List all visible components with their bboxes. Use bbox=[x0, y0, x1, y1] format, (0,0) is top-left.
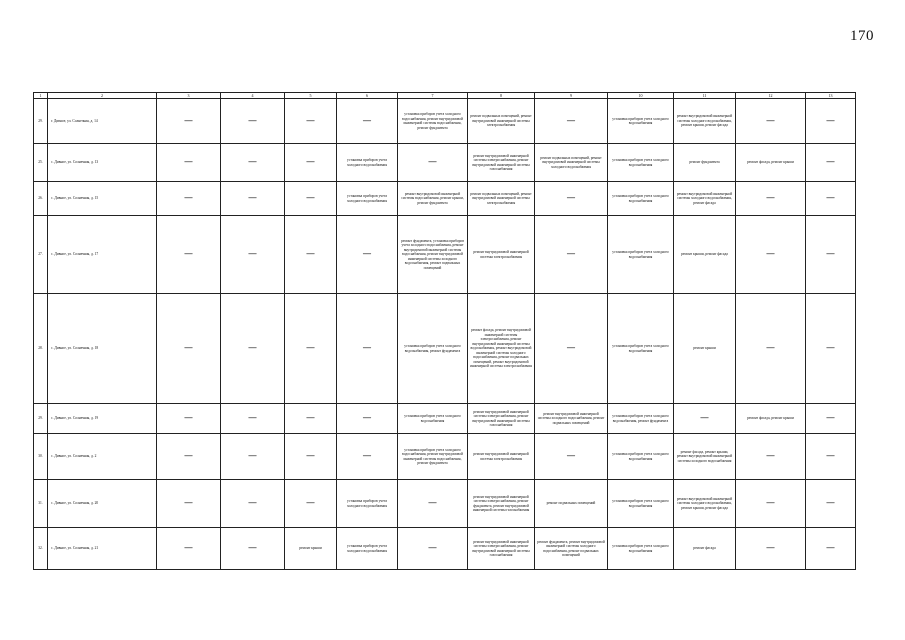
row-number: 25. bbox=[34, 144, 48, 182]
empty-cell: — bbox=[157, 99, 221, 144]
empty-cell: — bbox=[398, 528, 468, 570]
empty-cell: — bbox=[157, 480, 221, 528]
empty-cell: — bbox=[736, 434, 806, 480]
row-number: 29. bbox=[34, 404, 48, 434]
empty-cell: — bbox=[221, 294, 285, 404]
header-cell: 11 bbox=[674, 93, 736, 99]
work-cell: ремонт внутридомовой инженерной системы электроснабжения, ремонт внутридомовой инженерной системы газоснабжения bbox=[468, 404, 535, 434]
work-cell: ремонт фасада, ремонт крыши bbox=[736, 404, 806, 434]
empty-cell: — bbox=[337, 434, 398, 480]
work-cell: ремонт внутридомовой инженерной системы электроснабжения, ремонт фундамента, ремонт внутридомовой инженерной системы газоснабжения bbox=[468, 480, 535, 528]
work-cell: установка приборов учета холодного водоснабжения bbox=[337, 528, 398, 570]
address-cell: с. Дивное, ул. Солнечная, д. 13 bbox=[48, 144, 157, 182]
address-cell: с. Дивное, ул. Солнечная, д. 15 bbox=[48, 182, 157, 216]
work-cell: ремонт внутридомовой инженерной системы электроснабжения, ремонт внутридомовой инженерной системы газоснабжения bbox=[468, 144, 535, 182]
empty-cell: — bbox=[285, 480, 337, 528]
empty-cell: — bbox=[337, 294, 398, 404]
work-cell: ремонт фундамента, установка приборов учета холодного водоснабжения, ремонт внутридомовой инженерной системы водоснабжения, ремонт внутридомовой инженерной системы холодного водоснабжения, ремонт подвальных помещений bbox=[398, 216, 468, 294]
empty-cell: — bbox=[806, 99, 856, 144]
page-number: 170 bbox=[850, 28, 874, 44]
empty-cell: — bbox=[806, 434, 856, 480]
empty-cell: — bbox=[736, 99, 806, 144]
row-number: 31. bbox=[34, 480, 48, 528]
header-cell: 9 bbox=[535, 93, 608, 99]
empty-cell: — bbox=[806, 144, 856, 182]
work-cell: ремонт подвальных помещений, ремонт внутридомовой инженерной системы холодного водоснабжения bbox=[535, 144, 608, 182]
work-cell: установка приборов учета холодного водоснабжения bbox=[337, 480, 398, 528]
row-number: 30. bbox=[34, 434, 48, 480]
header-cell: 13 bbox=[806, 93, 856, 99]
work-cell: ремонт фундамента, ремонт внутридомовой инженерной системы холодного водоснабжения, ремонт подвальных помещений bbox=[535, 528, 608, 570]
row-number: 28. bbox=[34, 294, 48, 404]
empty-cell: — bbox=[806, 480, 856, 528]
table-row bbox=[34, 216, 856, 294]
empty-cell: — bbox=[221, 144, 285, 182]
header-cell: 10 bbox=[608, 93, 674, 99]
empty-cell: — bbox=[535, 434, 608, 480]
address-cell: с. Дивное, ул. Солнечная, д. 19 bbox=[48, 404, 157, 434]
work-cell: ремонт внутридомовой инженерной системы электроснабжения, ремонт внутридомовой инженерной системы газоснабжения bbox=[468, 528, 535, 570]
empty-cell: — bbox=[157, 294, 221, 404]
empty-cell: — bbox=[535, 294, 608, 404]
work-cell: ремонт фасада bbox=[674, 528, 736, 570]
table-row bbox=[34, 404, 856, 434]
address-cell: с. Дивное, ул. Солнечная, д. 18 bbox=[48, 294, 157, 404]
work-cell: установка приборов учета холодного водоснабжения bbox=[608, 216, 674, 294]
empty-cell: — bbox=[535, 216, 608, 294]
work-cell: установка приборов учета холодного водоснабжения, ремонт внутридомовой инженерной системы водоснабжения, ремонт фундамента bbox=[398, 99, 468, 144]
empty-cell: — bbox=[337, 404, 398, 434]
row-number: 29. bbox=[34, 99, 48, 144]
empty-cell: — bbox=[285, 144, 337, 182]
work-cell: ремонт внутридомовой инженерной системы холодного водоснабжения, ремонт фасада bbox=[674, 182, 736, 216]
work-cell: установка приборов учета холодного водоснабжения, ремонт внутридомовой инженерной системы водоснабжения, ремонт фундамента bbox=[398, 434, 468, 480]
table-row bbox=[34, 182, 856, 216]
empty-cell: — bbox=[221, 99, 285, 144]
empty-cell: — bbox=[806, 182, 856, 216]
work-cell: установка приборов учета холодного водоснабжения bbox=[608, 144, 674, 182]
table-row bbox=[34, 144, 856, 182]
empty-cell: — bbox=[285, 434, 337, 480]
table-body bbox=[34, 99, 856, 570]
work-cell: установка приборов учета холодного водоснабжения bbox=[337, 144, 398, 182]
work-cell: ремонт крыши bbox=[674, 294, 736, 404]
work-cell: установка приборов учета холодного водоснабжения bbox=[608, 99, 674, 144]
empty-cell: — bbox=[736, 182, 806, 216]
empty-cell: — bbox=[736, 294, 806, 404]
work-cell: ремонт фундамента bbox=[674, 144, 736, 182]
work-cell: установка приборов учета холодного водоснабжения bbox=[608, 434, 674, 480]
work-cell: установка приборов учета холодного водоснабжения, ремонт фундамента bbox=[608, 404, 674, 434]
work-cell: ремонт внутридомовой инженерной системы электроснабжения bbox=[468, 434, 535, 480]
empty-cell: — bbox=[157, 434, 221, 480]
address-cell: с. Дивное, ул. Солнечная, д. 20 bbox=[48, 480, 157, 528]
work-cell: установка приборов учета холодного водоснабжения bbox=[608, 480, 674, 528]
work-cell: ремонт подвальных помещений, ремонт внутридомовой инженерной системы электроснабжения bbox=[468, 182, 535, 216]
empty-cell: — bbox=[221, 434, 285, 480]
empty-cell: — bbox=[736, 528, 806, 570]
empty-cell: — bbox=[221, 528, 285, 570]
work-cell: ремонт внутридомовой инженерной системы холодного водоснабжения, ремонт крыши, ремонт фасада bbox=[674, 480, 736, 528]
empty-cell: — bbox=[157, 144, 221, 182]
empty-cell: — bbox=[398, 480, 468, 528]
table-row bbox=[34, 480, 856, 528]
empty-cell: — bbox=[157, 216, 221, 294]
empty-cell: — bbox=[806, 404, 856, 434]
work-cell: ремонт внутридомовой инженерной системы водоснабжения, ремонт крыши, ремонт фундамента bbox=[398, 182, 468, 216]
empty-cell: — bbox=[806, 528, 856, 570]
address-cell: г. Дивное, ул. Солнечная, д. 14 bbox=[48, 99, 157, 144]
header-cell: 6 bbox=[337, 93, 398, 99]
header-cell: 1 bbox=[34, 93, 48, 99]
header-cell: 4 bbox=[221, 93, 285, 99]
work-cell: ремонт фасада, ремонт крыши bbox=[736, 144, 806, 182]
empty-cell: — bbox=[285, 216, 337, 294]
work-cell: установка приборов учета холодного водоснабжения bbox=[337, 182, 398, 216]
row-number: 32. bbox=[34, 528, 48, 570]
empty-cell: — bbox=[398, 144, 468, 182]
empty-cell: — bbox=[157, 404, 221, 434]
empty-cell: — bbox=[157, 182, 221, 216]
empty-cell: — bbox=[736, 216, 806, 294]
header-cell: 2 bbox=[48, 93, 157, 99]
table-row bbox=[34, 99, 856, 144]
empty-cell: — bbox=[806, 294, 856, 404]
work-cell: ремонт внутридомовой инженерной системы электроснабжения bbox=[468, 216, 535, 294]
work-cell: установка приборов учета холодного водоснабжения, ремонт фундамента bbox=[398, 294, 468, 404]
empty-cell: — bbox=[736, 480, 806, 528]
table-row bbox=[34, 434, 856, 480]
address-cell: с. Дивное, ул. Солнечная, д. 17 bbox=[48, 216, 157, 294]
header-cell: 7 bbox=[398, 93, 468, 99]
empty-cell: — bbox=[157, 528, 221, 570]
row-number: 27. bbox=[34, 216, 48, 294]
work-cell: ремонт внутридомовой инженерной системы холодного водоснабжения, ремонт крыши, ремонт фасада bbox=[674, 99, 736, 144]
empty-cell: — bbox=[221, 216, 285, 294]
row-number: 26. bbox=[34, 182, 48, 216]
work-cell: ремонт внутридомовой инженерной системы холодного водоснабжения, ремонт подвальных помещений bbox=[535, 404, 608, 434]
work-cell: установка приборов учета холодного водоснабжения bbox=[608, 528, 674, 570]
header-cell: 12 bbox=[736, 93, 806, 99]
work-cell: установка приборов учета холодного водоснабжения bbox=[608, 294, 674, 404]
work-cell: установка приборов учета холодного водоснабжения bbox=[398, 404, 468, 434]
empty-cell: — bbox=[535, 99, 608, 144]
work-cell: ремонт фасада, ремонт крыши, ремонт внутридомовой инженерной системы холодного водоснабжения bbox=[674, 434, 736, 480]
empty-cell: — bbox=[535, 182, 608, 216]
header-cell: 5 bbox=[285, 93, 337, 99]
work-cell: ремонт крыши bbox=[285, 528, 337, 570]
work-cell: ремонт подвальных помещений bbox=[535, 480, 608, 528]
empty-cell: — bbox=[337, 99, 398, 144]
address-cell: с. Дивное, ул. Солнечная, д. 2 bbox=[48, 434, 157, 480]
work-cell: установка приборов учета холодного водоснабжения bbox=[608, 182, 674, 216]
empty-cell: — bbox=[221, 480, 285, 528]
empty-cell: — bbox=[221, 404, 285, 434]
work-cell: ремонт фасада, ремонт внутридомовой инженерной системы электроснабжения, ремонт внутридомовой инженерной системы водоснабжения, ремонт внутридомовой инженерной системы холодного водоснабжения, ремонт подвальных помещений, ремонт внутридомовой инженерной системы электроснабжения bbox=[468, 294, 535, 404]
empty-cell: — bbox=[285, 182, 337, 216]
empty-cell: — bbox=[806, 216, 856, 294]
empty-cell: — bbox=[285, 294, 337, 404]
header-cell: 8 bbox=[468, 93, 535, 99]
work-cell: ремонт подвальных помещений, ремонт внутридомовой инженерной системы электроснабжения bbox=[468, 99, 535, 144]
empty-cell: — bbox=[221, 182, 285, 216]
empty-cell: — bbox=[337, 216, 398, 294]
repair-schedule-table bbox=[33, 92, 856, 570]
empty-cell: — bbox=[285, 99, 337, 144]
address-cell: с. Дивное, ул. Солнечная, д. 21 bbox=[48, 528, 157, 570]
table-row bbox=[34, 294, 856, 404]
header-cell: 3 bbox=[157, 93, 221, 99]
empty-cell: — bbox=[285, 404, 337, 434]
empty-cell: — bbox=[674, 404, 736, 434]
work-cell: ремонт крыши, ремонт фасада bbox=[674, 216, 736, 294]
table-row bbox=[34, 528, 856, 570]
